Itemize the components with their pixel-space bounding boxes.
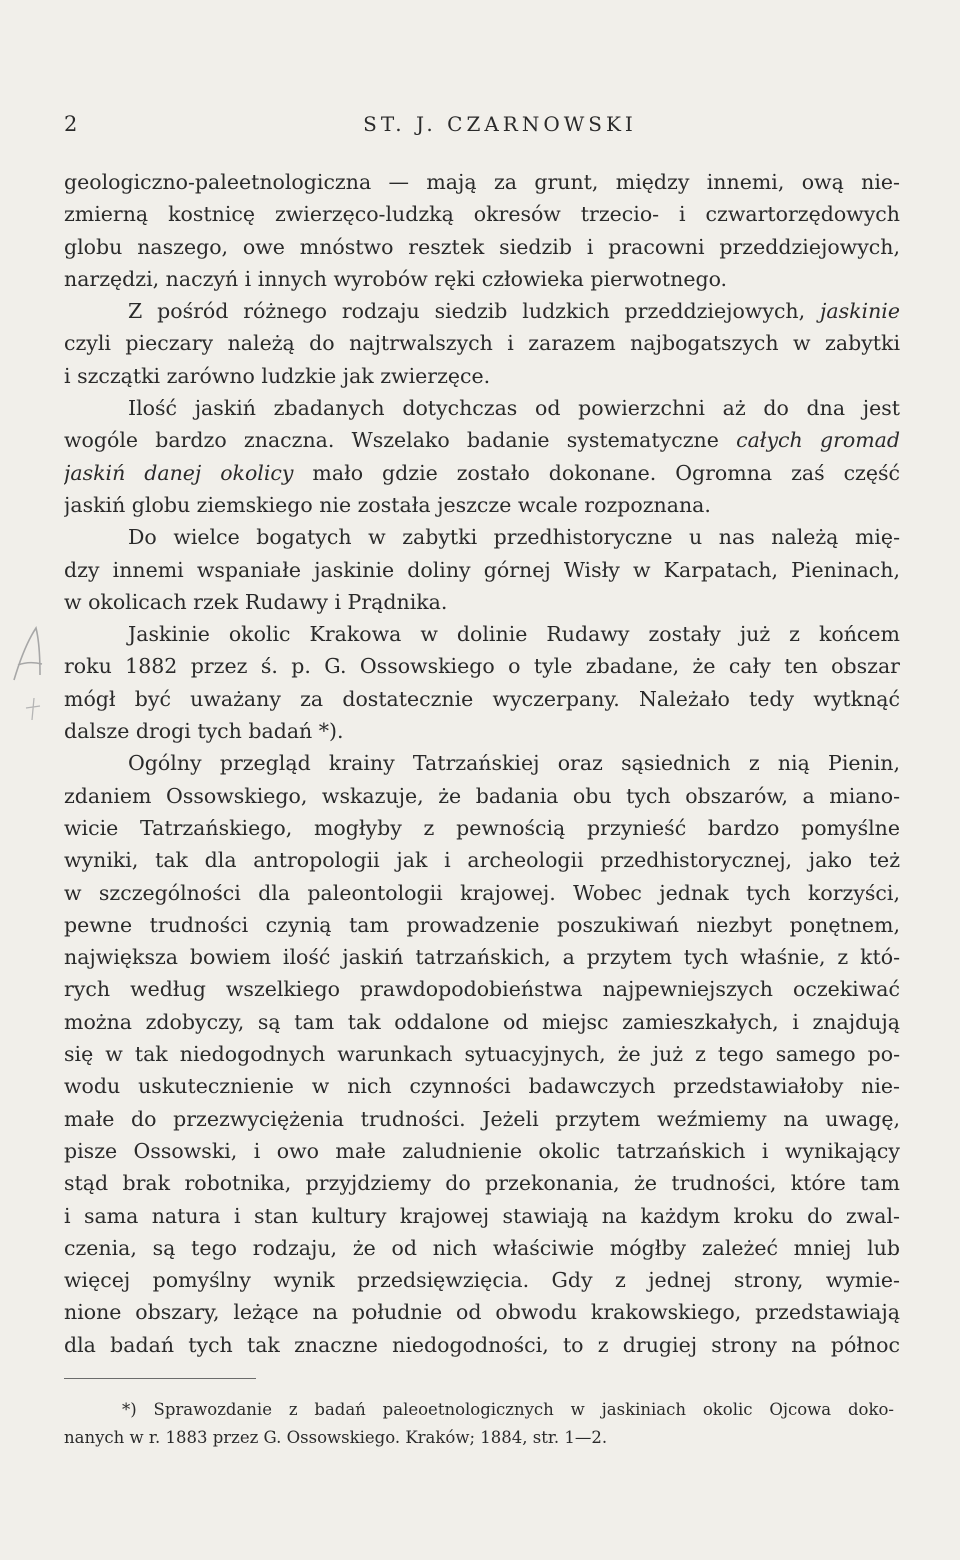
text-line: małe do przezwyciężenia trudności. Jeżeli przytem weźmiemy na uwagę, (64, 1106, 900, 1131)
footnote-line: *) Sprawozdanie z badań paleoetnologicznych w jaskiniach okolic Ojcowa doko- (122, 1400, 894, 1419)
text-line: Ilość jaskiń zbadanych dotychczas od powierzchni aż do dna jest (128, 396, 900, 421)
text-line: Do wielce bogatych w zabytki przedhistoryczne u nas należą mię- (128, 525, 900, 550)
text-line: dla badań tych tak znaczne niedogodności, to z drugiej strony na północ (64, 1332, 900, 1357)
text-line: czyli pieczary należą do najtrwalszych i zarazem najbogatszych w zabytki (64, 331, 900, 356)
text-line: rych według wszelkiego prawdopodobieństwa najpewniejszych oczekiwać (64, 977, 900, 1002)
text-line: i szczątki zarówno ludzkie jak zwierzęce. (64, 363, 491, 388)
text-line: Jaskinie okolic Krakowa w dolinie Rudawy zostały już z końcem (128, 622, 900, 647)
text-line: więcej pomyślny wynik przedsięwzięcia. Gdy z jednej strony, wymie- (64, 1268, 900, 1293)
text-line: czenia, są tego rodzaju, że od nich właściwie mógłby zależeć mniej lub (64, 1235, 900, 1260)
footnote-line: nanych w r. 1883 przez G. Ossowskiego. Kraków; 1884, str. 1—2. (64, 1428, 608, 1447)
italic-term: jaskiń danej okolicy (64, 460, 294, 485)
text-line: narzędzi, naczyń i innych wyrobów ręki człowieka pierwotnego. (64, 266, 728, 291)
text-line: się w tak niedogodnych warunkach sytuacyjnych, że już z tego samego po- (64, 1042, 900, 1067)
text-line-with-italic: Z pośród różnego rodzaju siedzib ludzkich przeddziejowych, jaskinie (128, 299, 900, 324)
text-line: w okolicach rzek Rudawy i Prądnika. (64, 589, 448, 614)
text-line: wicie Tatrzańskiego, mogłyby z pewnością przynieść bardzo pomyślne (64, 815, 900, 840)
footnote (64, 1396, 894, 1452)
text-line: wodu uskutecznienie w nich czynności badawczych przedstawiałoby nie- (64, 1074, 900, 1099)
footnote-separator (64, 1378, 256, 1379)
text-line: Ogólny przegląd krainy Tatrzańskiej oraz sąsiednich z nią Pienin, (128, 751, 900, 776)
text-line: nione obszary, leżące na południe od obwodu krakowskiego, przedstawiają (64, 1300, 900, 1325)
page-number: 2 (64, 112, 78, 136)
text-line-with-italic: wogóle bardzo znaczna. Wszelako badanie systematyczne całych gromad (64, 428, 900, 453)
text-line: geologiczno-paleetnologiczna — mają za grunt, między innemi, ową nie- (64, 170, 900, 194)
text-line-with-italic: jaskiń danej okolicy mało gdzie zostało dokonane. Ogromna zaś część (64, 460, 900, 485)
text-line: pewne trudności czynią tam prowadzenie poszukiwań niezbyt ponętnem, (64, 912, 900, 937)
text-line: największa bowiem ilość jaskiń tatrzańskich, a przytem tych właśnie, z któ- (64, 945, 900, 970)
text-line: dzy innemi wspaniałe jaskinie doliny górnej Wisły w Karpatach, Pieninach, (64, 557, 900, 582)
text-line: zmierną kostnicę zwierzęco-ludzką okresów trzecio- i czwartorzędowych (64, 202, 900, 227)
italic-term: jaskinie (820, 299, 900, 324)
text-line: pisze Ossowski, i owo małe zaludnienie okolic tatrzańskich i wynikający (64, 1138, 900, 1163)
text-line: roku 1882 przez ś. p. G. Ossowskiego o tyle zbadane, że cały ten obszar (64, 654, 900, 679)
text-line: zdaniem Ossowskiego, wskazuje, że badania obu tych obszarów, a miano- (64, 783, 900, 808)
text-line: dalsze drogi tych badań *). (64, 719, 344, 744)
text-line: i sama natura i stan kultury krajowej stawiają na każdym kroku do zwal- (64, 1203, 900, 1228)
text-line: globu naszego, owe mnóstwo resztek siedzib i pracowni przeddziejowych, (64, 234, 900, 259)
text-line: mógł być uważany za dostatecznie wyczerpany. Należało tedy wytknąć (64, 686, 900, 711)
body-text (64, 166, 900, 1361)
text-line: wyniki, tak dla antropologii jak i archeologii przedhistorycznej, jako też (64, 848, 900, 873)
italic-term: całych gromad (736, 428, 900, 453)
page-header (64, 112, 896, 142)
text-line: stąd brak robotnika, przyjdziemy do przekonania, że trudności, które tam (64, 1171, 900, 1196)
text-line: jaskiń globu ziemskiego nie została jeszcze wcale rozpoznana. (64, 492, 711, 517)
pencil-margin-mark (6, 620, 56, 730)
text-line: można zdobyczy, są tam tak oddalone od miejsc zamieszkałych, i znajdują (64, 1009, 900, 1034)
running-head: ST. J. CZARNOWSKI (363, 112, 637, 136)
text-line: w szczególności dla paleontologii krajowej. Wobec jednak tych korzyści, (64, 880, 900, 905)
